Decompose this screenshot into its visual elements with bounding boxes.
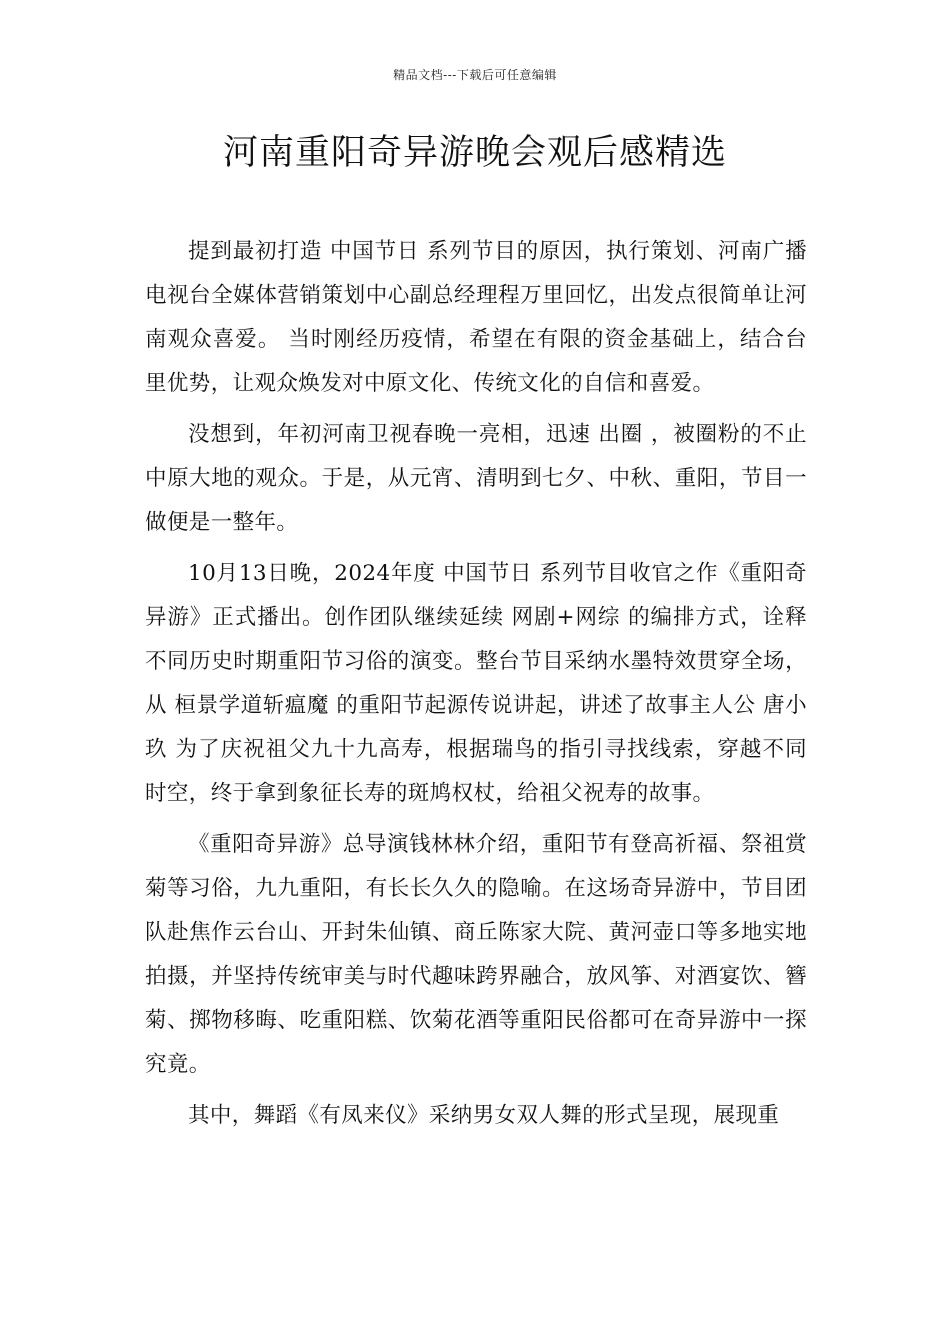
paragraph: 没想到，年初河南卫视春晚一亮相，迅速 出圈 ，被圈粉的不止中原大地的观众。于是，从元宵、清明到七夕、中秋、重阳，节目一做便是一整年。 [145,422,807,535]
paragraph: 提到最初打造 中国节日 系列节目的原因，执行策划、河南广播电视台全媒体营销策划中心副总经理程万里回忆，出发点很简单让河南观众喜爱。 当时刚经历疫情，希望在有限的资金基础上，结合台里优势，让观众焕发对中原文化、传统文化的自信和喜爱。 [145,239,807,396]
document-title: 河南重阳奇异游晚会观后感精选 [222,133,727,173]
document-body [145,230,807,1145]
paragraph: 10月13日晚，2024年度 中国节日 系列节目收官之作《重阳奇异游》正式播出。创作团队继续延续 网剧+网综 的编排方式，诠释不同历史时期重阳节习俗的演变。整台节目采纳水墨特效贯穿全场，从 桓景学道斩瘟魔 的重阳节起源传说讲起，讲述了故事主人公 唐小玖 为了庆祝祖父九十九高寿，根据瑞鸟的指引寻找线索，穿越不同时空，终于拿到象征长寿的斑鸠权杖，给祖父祝寿的故事。 [145,561,807,806]
header-note: 精品文档---下载后可任意编辑 [393,68,557,82]
paragraph: 其中，舞蹈《有凤来仪》采纳男女双人舞的形式呈现，展现重 [188,1103,780,1128]
paragraph: 《重阳奇异游》总导演钱林林介绍，重阳节有登高祈福、祭祖赏菊等习俗，九九重阳，有长长久久的隐喻。在这场奇异游中，节目团队赴焦作云台山、开封朱仙镇、商丘陈家大院、黄河壶口等多地实地拍摄，并坚持传统审美与时代趣味跨界融合，放风筝、对酒宴饮、簪菊、掷物移晦、吃重阳糕、饮菊花酒等重阳民俗都可在奇异游中一探究竟。 [145,832,807,1077]
